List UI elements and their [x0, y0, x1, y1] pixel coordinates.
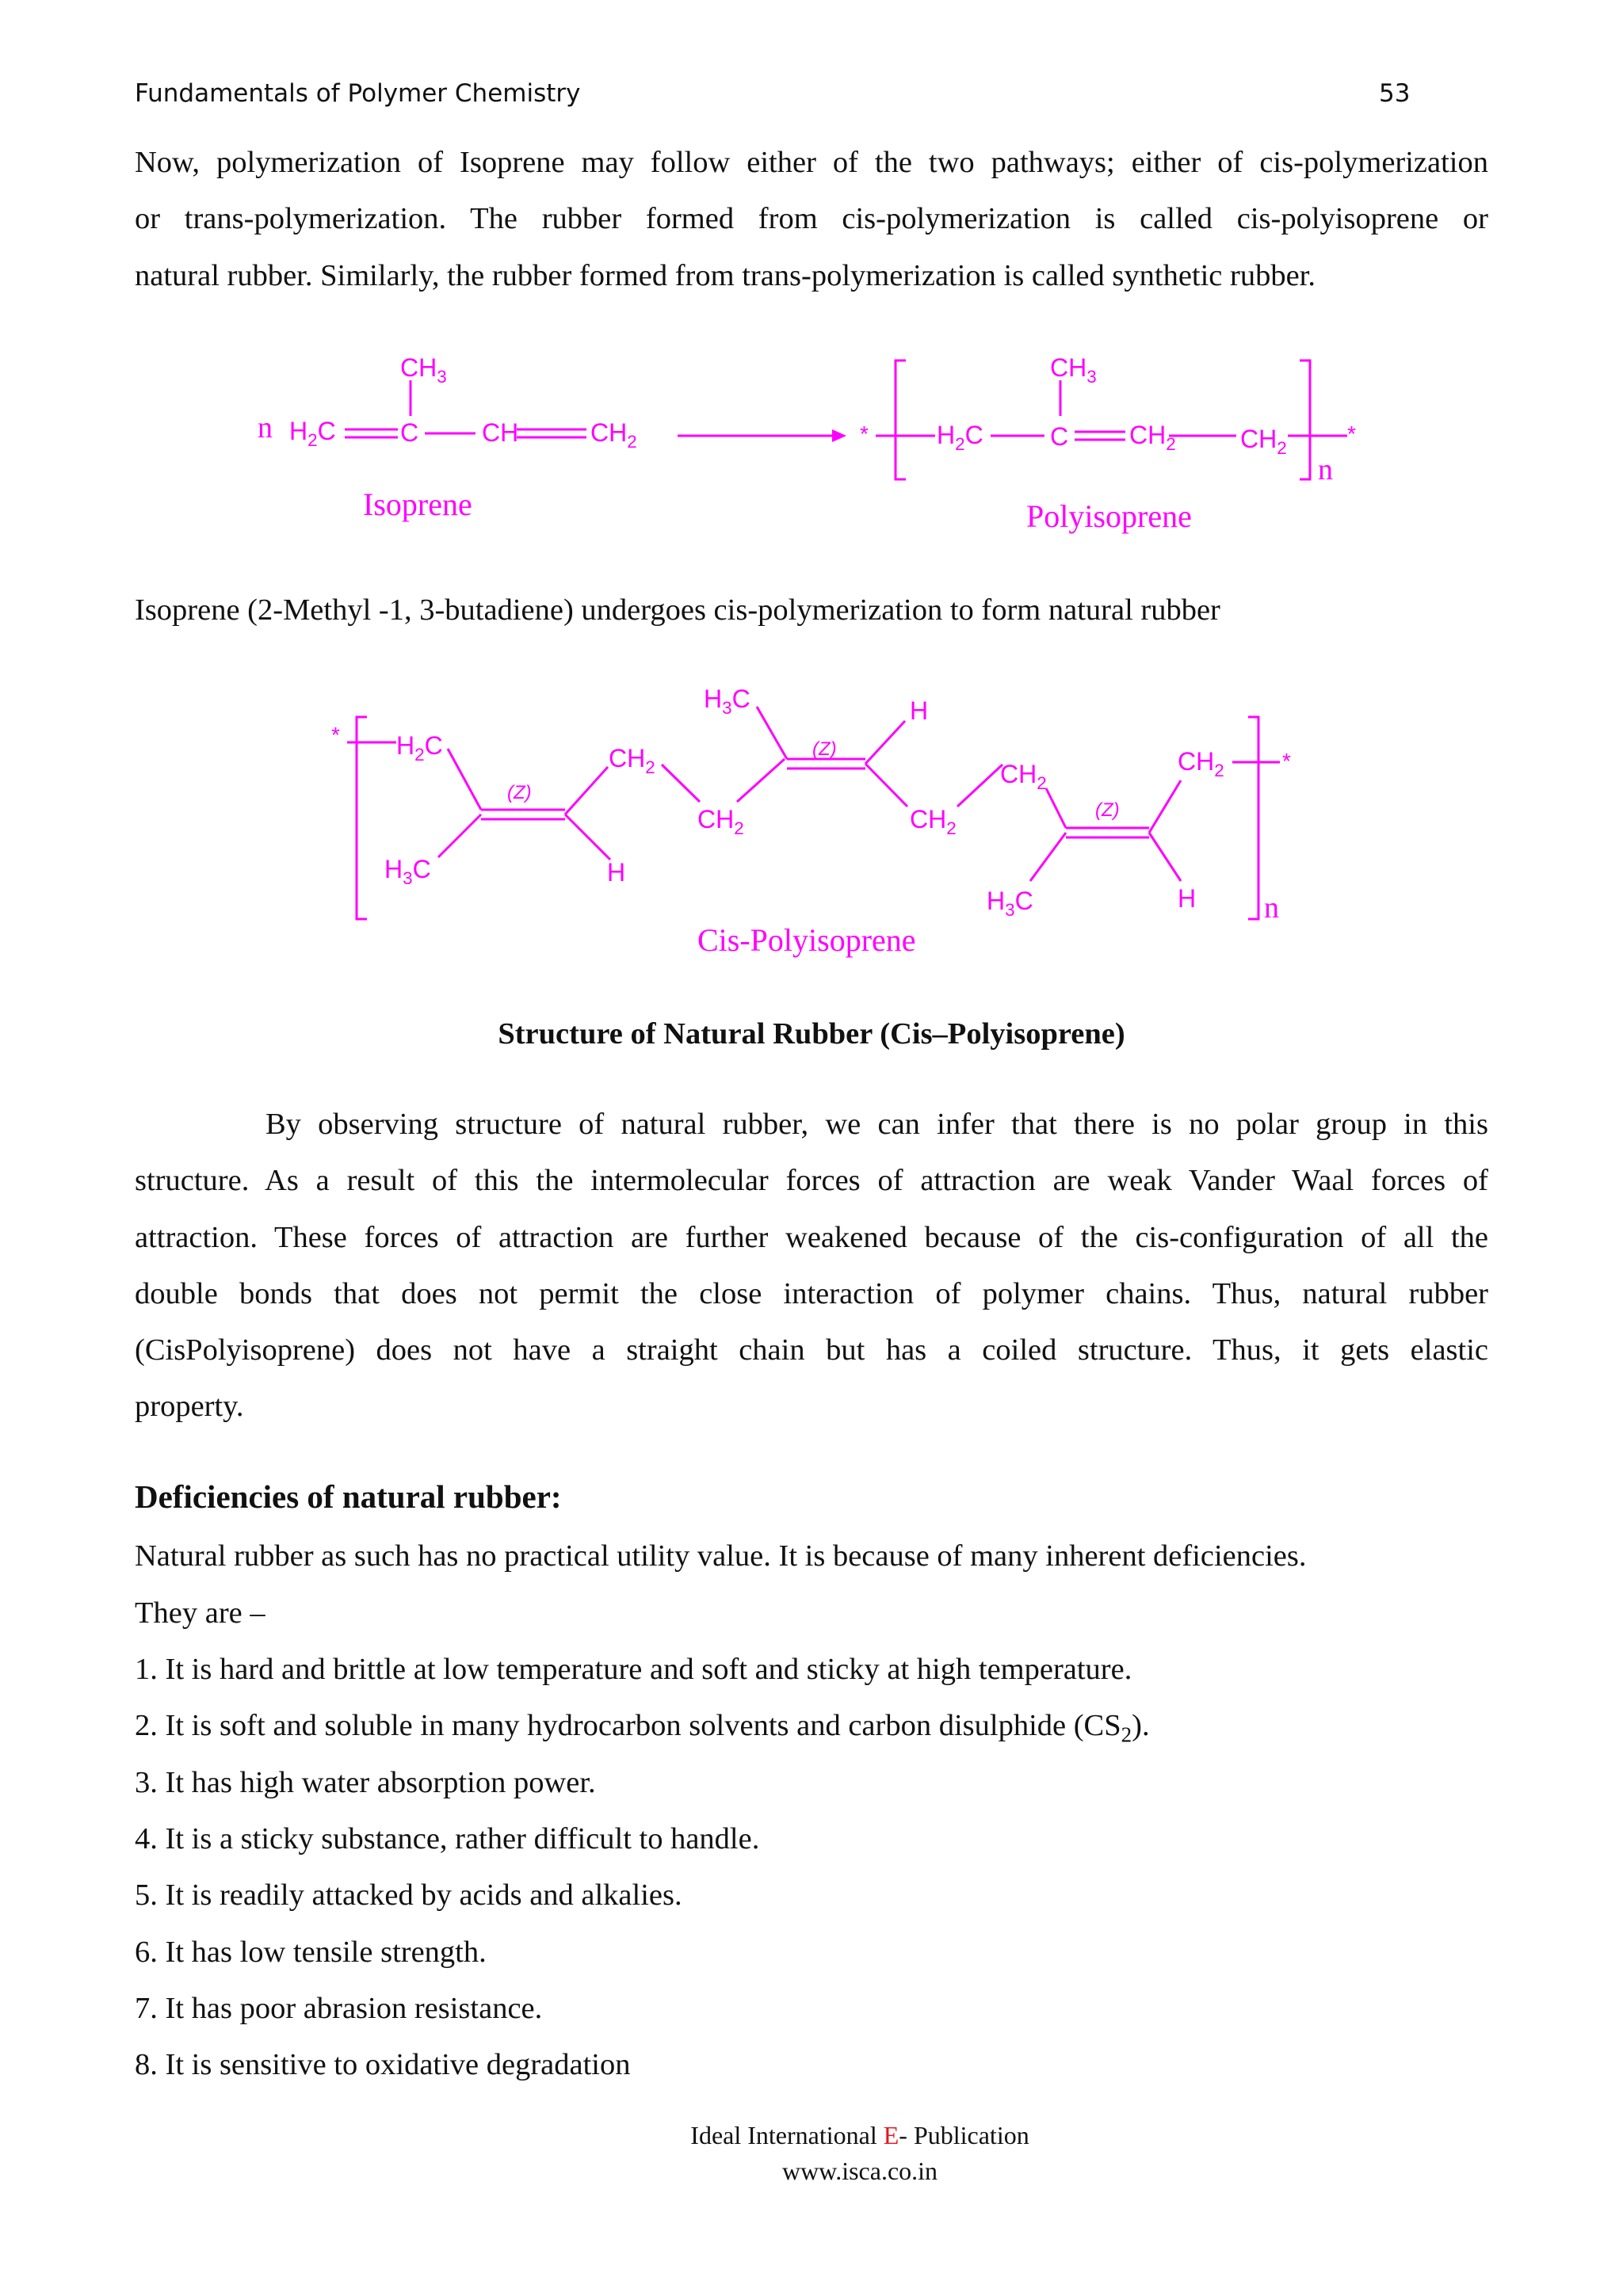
deficiencies-heading: Deficiencies of natural rubber: [135, 1478, 562, 1515]
z-label-1: (Z) [507, 782, 532, 803]
c-label: C [400, 418, 419, 447]
body-line-6: property. [135, 1390, 244, 1423]
running-header-title: Fundamentals of Polymer Chemistry [135, 79, 581, 108]
svg-text:CH2: $CH_2$ [1000, 760, 1047, 793]
svg-text:CH2: $CH_2$ [910, 805, 957, 838]
svg-text:(Z): (Z) [1095, 799, 1120, 821]
svg-text:CH2: $CH_2$ [609, 744, 655, 777]
footer-publisher: Ideal International E- Publication [690, 2121, 1029, 2149]
h-label-1: H [607, 858, 626, 887]
deficiencies-intro: Natural rubber as such has no practical utility value. It is because of many inherent deficiencies. [135, 1539, 1307, 1573]
svg-text:C: C [1050, 422, 1069, 451]
svg-text:(Z): (Z) [812, 738, 837, 760]
svg-text:*: * [331, 723, 340, 747]
cis-polyisoprene-label: Cis-Polyisoprene [697, 922, 916, 958]
svg-text:CH2: $CH_2$ [1178, 747, 1224, 780]
svg-text:CH3: $CH_3$ [1050, 353, 1097, 387]
body-line-3: attraction. These forces of attraction are further weakened because of the cis-configuration of all the [135, 1221, 1488, 1254]
they-are-line: They are – [135, 1596, 265, 1630]
svg-text:*: * [1347, 421, 1356, 446]
body-line-4: double bonds that does not permit the close interaction of polymer chains. Thus, natural rubber [135, 1277, 1488, 1310]
svg-text:H3C: $H_3C$ [704, 685, 750, 718]
figure-caption: Structure of Natural Rubber (Cis–Polyisoprene) [498, 1017, 1125, 1051]
ch-label: CH [482, 418, 519, 447]
svg-text:n: n [1318, 453, 1333, 486]
body-line-5: (CisPolyisoprene) does not have a straight chain but has a coiled structure. Thus, it gets elastic [135, 1333, 1488, 1367]
isoprene-sentence: Isoprene (2-Methyl -1, 3-butadiene) undergoes cis-polymerization to form natural rubber [135, 593, 1220, 627]
footer-url: www.isca.co.in [781, 2157, 938, 2185]
svg-text:CH3: $CH_3$ [400, 353, 447, 387]
body-line-1: By observing structure of natural rubber, we can infer that there is no polar group in this [265, 1108, 1488, 1141]
deficiency-item-7: 7. It has poor abrasion resistance. [135, 1992, 543, 2025]
polyisoprene-label: Polyisoprene [1026, 498, 1192, 534]
deficiency-item-1: 1. It is hard and brittle at low temperature and soft and sticky at high temperature. [135, 1653, 1132, 1686]
svg-text:CH2: $CH_2$ [1129, 421, 1176, 454]
svg-text:H3C: $H_3C$ [384, 855, 431, 888]
svg-text:*: * [1282, 749, 1291, 773]
deficiency-item-6: 6. It has low tensile strength. [135, 1936, 487, 1969]
intro-line-3: natural rubber. Similarly, the rubber formed from trans-polymerization is called synthetic rubber. [135, 259, 1316, 292]
deficiency-item-3: 3. It has high water absorption power. [135, 1766, 596, 1799]
deficiency-item-2: 2. It is soft and soluble in many hydrocarbon solvents and carbon disulphide $(CS_2)$. [135, 1709, 1150, 1747]
svg-text:H: H [910, 696, 929, 725]
body-line-2: structure. As a result of this the intermolecular forces of attraction are weak Vander Waal forces of [135, 1164, 1488, 1197]
deficiency-item-5: 5. It is readily attacked by acids and alkalies. [135, 1878, 682, 1912]
reaction-n-label: n [258, 411, 273, 444]
svg-text:H2C: $H_2C$ [289, 417, 336, 450]
h2c-label: H [289, 417, 308, 445]
svg-text:H: H [1178, 884, 1197, 913]
cis-polyisoprene-structure [0, 673, 1623, 967]
svg-text:CH2: $CH_2$ [697, 805, 744, 838]
ch3-label: CH [400, 353, 437, 382]
cis-n-label: n [1264, 891, 1279, 925]
svg-text:CH2: $CH_2$ [1240, 425, 1287, 458]
svg-text:H2C: $H_2C$ [937, 421, 983, 454]
svg-text:H3C: $H_3C$ [987, 887, 1033, 920]
ch2-label: CH [590, 418, 628, 447]
polymerization-reaction-diagram [0, 341, 1623, 547]
intro-line-1: Now, polymerization of Isoprene may follow either of the two pathways; either of cis-polymerization [135, 146, 1488, 179]
svg-text:CH2: $CH_2$ [590, 418, 637, 452]
svg-text:H2C: $H_2C$ [396, 731, 443, 765]
left-star: * [860, 421, 869, 446]
isoprene-label: Isoprene [363, 486, 472, 522]
deficiency-item-8: 8. It is sensitive to oxidative degradation [135, 2048, 631, 2081]
intro-line-2: or trans-polymerization. The rubber formed from cis-polymerization is called cis-polyisoprene or [135, 202, 1488, 235]
deficiency-item-4: 4. It is a sticky substance, rather difficult to handle. [135, 1822, 760, 1855]
page-number: 53 [1379, 79, 1411, 108]
